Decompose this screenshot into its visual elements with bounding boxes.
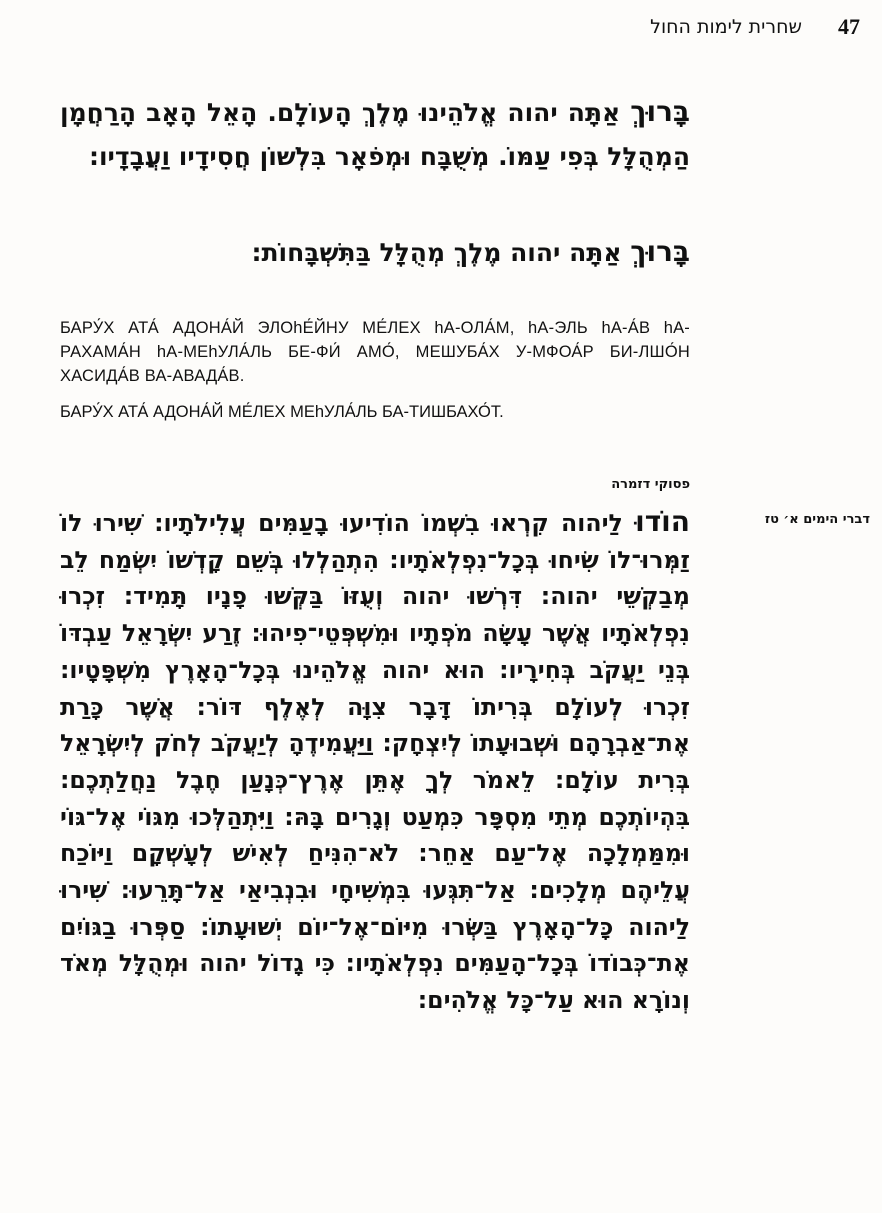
- blessing-closing: [60, 230, 690, 275]
- transliteration-paragraph-1: БАРУ́Х АТА́ АДОНА́Й ЭЛОhЕ́ЙНУ МЕ́ЛЕХ hА-ОЛА́М, hА-ЭЛЬ hА-А́В hА-РАХАМА́Н hА-МЕhУЛА́ЛЬ БЕ-ФИ́ АМО́, МЕШУБА́Х У-МФОА́Р БИ-ЛШО́Н ХАСИДА́В ВА-АВАДА́В.: [60, 319, 690, 385]
- section-label: פסוקי דזמרה: [611, 477, 690, 492]
- psalm-first-word: הוֹדוּ: [635, 505, 690, 538]
- page-header: [560, 14, 860, 44]
- transliteration-paragraph-2: БАРУ́Х АТА́ АДОНА́Й МЕ́ЛЕХ МЕhУЛА́ЛЬ БА-ТИШБАХО́Т.: [60, 403, 504, 421]
- psalm-text: לַיהוה קִרְאוּ בִשְׁמוֹ הוֹדִיעוּ בָעַמִּים עֲלִילֹתָיו: שִׁירוּ לוֹ זַמְּרוּ־לוֹ שִׂיחוּ בְּכָל־נִפְלְאֹתָיו: הִתְהַלְלוּ בְּשֵׁם קָדְשׁוֹ יִשְׂמַח לֵב מְבַקְשֵׁי יהוה: דִּרְשׁוּ יהוה וְעֻזּוֹ בַּקְּשׁוּ פָנָיו תָּמִיד: זִכְרוּ נִפְלְאֹתָיו אֲשֶׁר עָשָׂה מֹפְתָיו וּמִשְׁפְּטֵי־פִיהוּ: זֶרַע יִשְׂרָאֵל עַבְדּוֹ בְּנֵי יַעֲקֹב בְּחִירָיו: הוּא יהוה אֱלֹהֵינוּ בְּכָל־הָאָרֶץ מִשְׁפָּטָיו: זִכְרוּ לְעוֹלָם בְּרִיתוֹ דָּבָר צִוָּה לְאֶלֶף דּוֹר: אֲשֶׁר כָּרַת אֶת־אַבְרָהָם וּשְׁבוּעָתוֹ לְיִצְחָק: וַיַּעֲמִידֶהָ לְיַעֲקֹב לְחֹק לְיִשְׂרָאֵל בְּרִית עוֹלָם: לֵאמֹר לְךָ אֶתֵּן אֶרֶץ־כְּנָעַן חֶבֶל נַחֲלַתְכֶם: בִּהְיוֹתְכֶם מְתֵי מִסְפָּר כִּמְעַט וְגָרִים בָּהּ: וַיִּתְהַלְּכוּ מִגּוֹי אֶל־גּוֹי וּמִמַּמְלָכָה אֶל־עַם אַחֵר: לֹא־הִנִּיחַ לְאִישׁ לְעָשְׁקָם וַיּוֹכַח עֲלֵיהֶם מְלָכִים: אַל־תִּגְּעוּ בִּמְשִׁיחָי וּבִנְבִיאַי אַל־תָּרֵעוּ: שִׁירוּ לַיהוה כָּל־הָאָרֶץ בַּשְּׂרוּ מִיּוֹם־אֶל־יוֹם יְשׁוּעָתוֹ: סַפְּרוּ בַגּוֹיִם אֶת־כְּבוֹדוֹ בְּכָל־הָעַמִּים נִפְלְאֹתָיו: כִּי גָדוֹל יהוה וּמְהֻלָּל מְאֹד וְנוֹרָא הוּא עַל־כָּל אֱלֹהִים:: [60, 509, 690, 1015]
- blessing-first-word: בָּרוּךְ: [630, 95, 690, 128]
- page-number: 47: [838, 14, 860, 39]
- margin-source-note: דברי הימים א׳ טז: [764, 512, 870, 527]
- blessing-paragraph: [60, 90, 690, 179]
- running-title: שחרית לימות החול: [650, 16, 802, 38]
- psalm-paragraph: [60, 504, 690, 1019]
- blessing-closing-first-word: בָּרוּךְ: [630, 235, 690, 268]
- blessing-closing-text: אַתָּה יהוה מֶלֶךְ מְהֻלָּל בַּתִּשְׁבָּחוֹת:: [251, 238, 631, 267]
- blessing-text: אַתָּה יהוה אֱלֹהֵינוּ מֶלֶךְ הָעוֹלָם. הָאֵל הָאָב הָרַחֲמָן הַמְהֻלָּל בְּפִי עַמּוֹ. מְשֻׁבָּח וּמְפֹאָר בִּלְשׁוֹן חֲסִידָיו וַעֲבָדָיו:: [60, 98, 690, 171]
